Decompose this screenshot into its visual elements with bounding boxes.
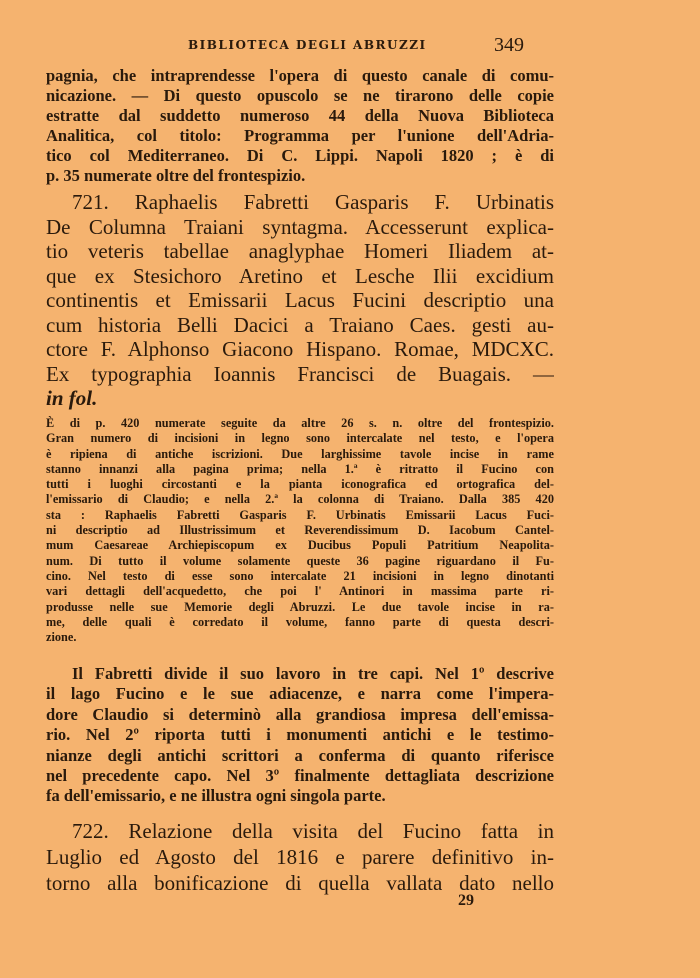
text-line: torno alla bonificazione di quella vallata dato nello (46, 871, 554, 895)
text-line: cino. Nel testo di esse sono intercalate 21 incisioni in legno dinotanti (46, 568, 554, 583)
text-line: mum Caesareae Archiepiscopum ex Ducibus Populi Patritium Neapolita- (46, 538, 554, 553)
text-line: tutti i luoghi circostanti e la pianta iconografica ed ortografica del- (46, 477, 554, 492)
text-line: sta : Raphaelis Fabretti Gasparis F. Urbinatis Emissarii Lacus Fuci- (46, 507, 554, 522)
text-line: in fol. (46, 386, 98, 410)
text-line: ctore F. Alphonso Giacono Hispano. Romae, MDCXC. (46, 337, 554, 361)
running-title: BIBLIOTECA DEGLI ABRUZZI (188, 38, 427, 52)
text-line: pagnia, che intraprendesse l'opera di questo canale di comu- (46, 66, 554, 85)
page-header (0, 36, 700, 60)
text-line: l'emissario di Claudio; e nella 2.ª la colonna di Traiano. Dalla 385 420 (46, 492, 554, 507)
text-line: nicazione. — Di questo opuscolo se ne tirarono delle copie (46, 86, 554, 105)
text-line: stanno innanzi alla pagina prima; nella 1.ª è ritratto il Fucino con (46, 461, 554, 476)
text-line: que ex Stesichoro Aretino et Lesche Ilii excidium (46, 263, 554, 288)
text-line: 722. Relazione della visita del Fucino fatta in (72, 819, 554, 843)
text-line: vari dettagli dell'acquedetto, che poi l' Antinori in massima parte ri- (46, 584, 554, 599)
text-line: Luglio ed Agosto del 1816 e parere definitivo in- (46, 845, 554, 869)
text-line: Analitica, col titolo: Programma per l'unione dell'Adria- (46, 126, 554, 145)
text-line: nel precedente capo. Nel 3º finalmente dettagliata descrizione (46, 765, 554, 785)
text-line: estratte dal suddetto numeroso 44 della Nuova Biblioteca (46, 106, 554, 125)
entry-721 (46, 190, 554, 411)
text-line: dore Claudio si determinò alla grandiosa impresa dell'emissa- (46, 704, 554, 724)
continuation-paragraph (46, 66, 554, 186)
text-line: tico col Mediterraneo. Di C. Lippi. Napoli 1820 ; è di (46, 146, 554, 165)
signature-mark: 29 (458, 892, 474, 909)
text-line: Gran numero di incisioni in legno sono intercalate nel testo, e l'opera (46, 431, 554, 446)
text-line: fa dell'emissario, e ne illustra ogni singola parte. (46, 786, 386, 806)
text-line: È di p. 420 numerate seguite da altre 26 s. n. oltre del frontespizio. (46, 416, 554, 430)
text-line: De Columna Traiani syntagma. Accesserunt explica- (46, 214, 554, 239)
text-line: cum historia Belli Dacici a Traiano Caes. gesti au- (46, 312, 554, 337)
text-line: ni descriptio ad Illustrissimum et Reverendissimum D. Iacobum Cantel- (46, 523, 554, 538)
text-line: Il Fabretti divide il suo lavoro in tre capi. Nel 1º descrive (72, 664, 554, 683)
fabretti-summary-paragraph (46, 664, 554, 807)
page-number: 349 (494, 34, 524, 56)
text-line: Ex typographia Ioannis Francisci de Buagais. — (46, 361, 554, 386)
text-line: p. 35 numerate oltre del frontespizio. (46, 166, 306, 185)
entry-722 (46, 818, 554, 896)
text-line: è ripiena di antiche iscrizioni. Due larghissime tavole incise in rame (46, 446, 554, 461)
text-line: zione. (46, 630, 77, 645)
text-line: il lago Fucino e le sue adiacenze, e narra come l'impera- (46, 684, 554, 704)
entry-721-note (46, 416, 554, 645)
text-line: me, delle quali è corredato il volume, fanno parte di questa descri- (46, 614, 554, 629)
text-line: num. Di tutto il volume solamente queste 36 pagine riguardano il Fu- (46, 553, 554, 568)
text-line: continentis et Emissarii Lacus Fucini descriptio una (46, 288, 554, 312)
text-line: produsse nelle sue Memorie degli Abruzzi. Le due tavole incise in ra- (46, 599, 554, 614)
text-line: rio. Nel 2º riporta tutti i monumenti antichi e le testimo- (46, 725, 554, 745)
text-line: 721. Raphaelis Fabretti Gasparis F. Urbinatis (72, 190, 554, 214)
text-line: tio veteris tabellae anaglyphae Homeri Iliadem at- (46, 239, 554, 263)
text-line: nianze degli antichi scrittori a conferma di quanto riferisce (46, 745, 554, 765)
